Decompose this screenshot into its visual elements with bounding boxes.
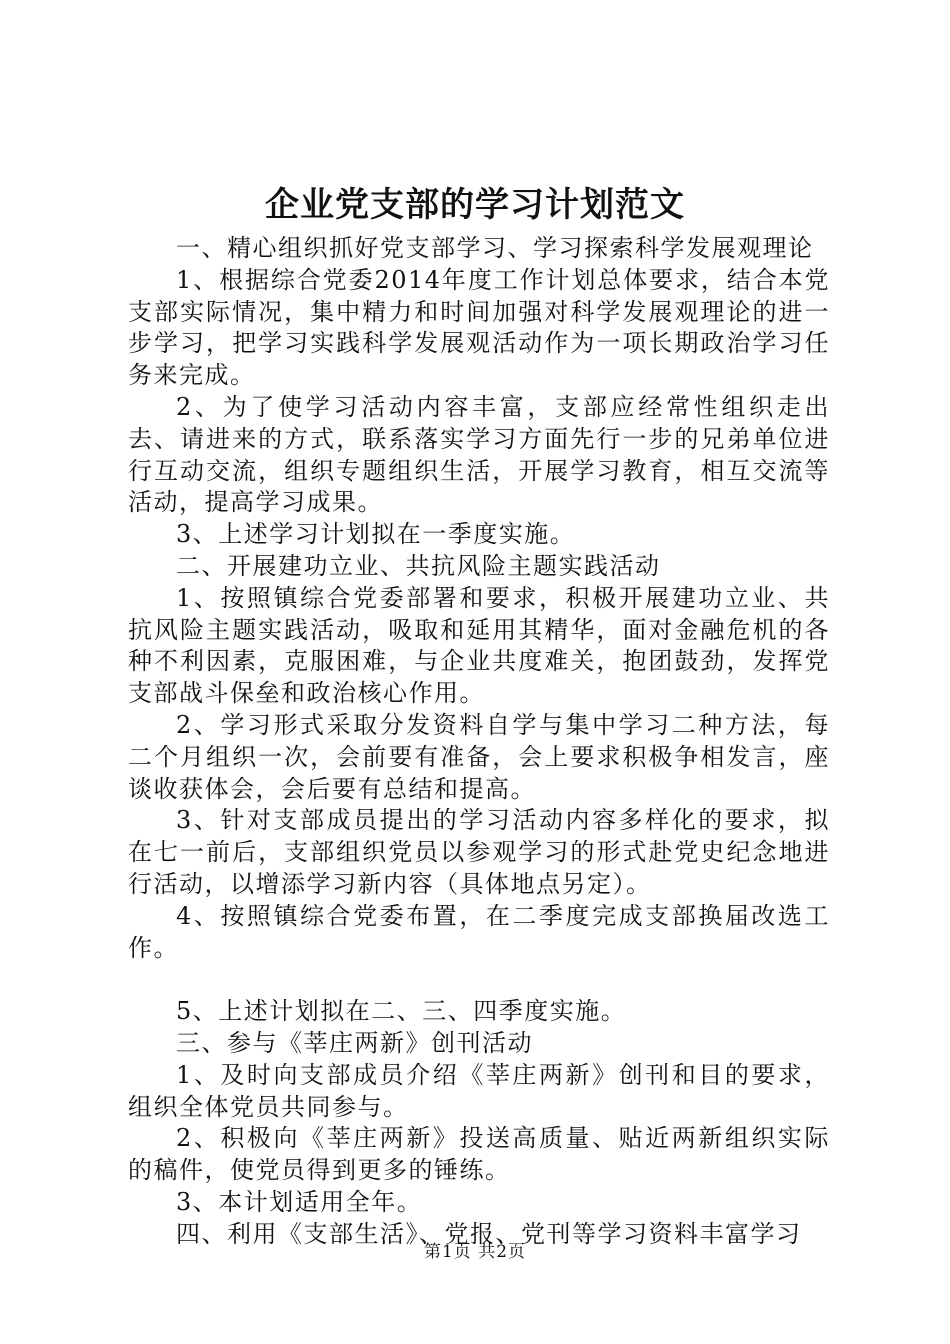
paragraph: 5、上述计划拟在二、三、四季度实施。: [176, 997, 627, 1026]
paragraph: 1、及时向支部成员介绍《莘庄两新》创刊和目的要求，组织全体党员共同参与。: [128, 1060, 830, 1121]
paragraph: 3、本计划适用全年。: [176, 1187, 423, 1216]
paragraph: 1、根据综合党委2014年度工作计划总体要求，结合本党支部实际情况，集中精力和时间加强对科学发展观理论的进一步学习，把学习实践科学发展观活动作为一项长期政治学习任务来完成。: [128, 265, 830, 390]
section-heading-3: 三、参与《莘庄两新》创刊活动: [176, 1028, 533, 1057]
section-heading-4: 四、利用《支部生活》、党报、党刊等学习资料丰富学习: [176, 1219, 802, 1248]
paragraph: 3、针对支部成员提出的学习活动内容多样化的要求，拟在七一前后，支部组织党员以参观学习的形式赴党史纪念地进行活动，以增添学习新内容（具体地点另定）。: [128, 806, 830, 898]
paragraph: 4、按照镇综合党委布置，在二季度完成支部换届改选工作。: [128, 901, 830, 962]
section-heading-2: 二、开展建功立业、共抗风险主题实践活动: [176, 551, 661, 580]
paragraph: 3、上述学习计划拟在一季度实施。: [176, 520, 576, 549]
paragraph: 2、为了使学习活动内容丰富，支部应经常性组织走出去、请进来的方式，联系落实学习方面先行一步的兄弟单位进行互动交流，组织专题组织生活，开展学习教育，相互交流等活动，提高学习成果。: [128, 392, 830, 517]
paragraph: 2、积极向《莘庄两新》投送高质量、贴近两新组织实际的稿件，使党员得到更多的锤练。: [128, 1124, 830, 1185]
paragraph: 1、按照镇综合党委部署和要求，积极开展建功立业、共抗风险主题实践活动，吸取和延用其精华，面对金融危机的各种不利因素，克服困难，与企业共度难关，抱团鼓劲，发挥党支部战斗保垒和政治核心作用。: [128, 583, 830, 708]
document-title: 企业党支部的学习计划范文: [265, 185, 685, 225]
section-heading-1: 一、精心组织抓好党支部学习、学习探索科学发展观理论: [176, 234, 814, 262]
document-body: [128, 233, 830, 1251]
page-footer: 第1页 共2页: [423, 1242, 527, 1262]
paragraph: 2、学习形式采取分发资料自学与集中学习二种方法，每二个月组织一次，会前要有准备，会上要求积极争相发言，座谈收获体会，会后要有总结和提高。: [128, 710, 830, 803]
